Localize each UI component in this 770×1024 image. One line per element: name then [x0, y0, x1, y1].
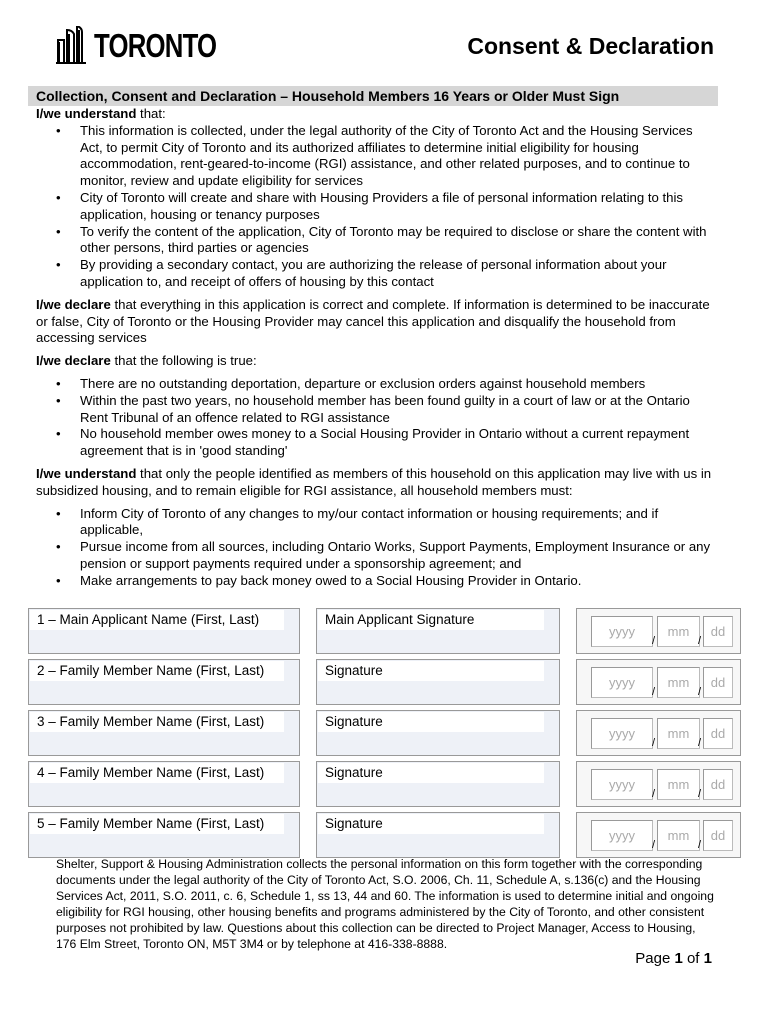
declare-heading: I/we declare that the following is true:: [36, 353, 257, 369]
member-name-field[interactable]: [28, 659, 300, 705]
date-field: [576, 761, 741, 807]
list-item: • Inform City of Toronto of any changes to my/our contact information or housing requirements; and if applicable,: [36, 506, 716, 540]
date-field: [576, 710, 741, 756]
date-separator: /: [652, 839, 656, 851]
day-input[interactable]: dd: [703, 718, 733, 749]
list-item: • To verify the content of the application, City of Toronto may be required to disclose or share the content with other persons, third parties or agencies: [36, 224, 716, 258]
signature-row: [28, 710, 741, 756]
date-field: [576, 812, 741, 858]
list-item: • This information is collected, under the legal authority of the City of Toronto Act and the Housing Services Act, to permit City of Toronto and its authorized affiliates to determine initial eligibility for housing accommodation, rent-geared-to-income (RGI) assistance, and other related purposes, and to continue to monitor, review and update eligibility for services: [36, 123, 716, 190]
name-label: 3 – Family Member Name (First, Last): [30, 712, 284, 732]
month-input[interactable]: mm: [657, 769, 700, 800]
day-input[interactable]: dd: [703, 616, 733, 647]
list-item: • No household member owes money to a Social Housing Provider in Ontario without a current repayment agreement that is in 'good standing': [36, 426, 716, 460]
signature-label: Main Applicant Signature: [318, 610, 544, 630]
logo-text: TORONTO: [94, 27, 217, 64]
understand-heading: I/we understand that:: [36, 106, 166, 121]
signature-field[interactable]: [316, 608, 560, 654]
name-label: 1 – Main Applicant Name (First, Last): [30, 610, 284, 630]
name-label: 2 – Family Member Name (First, Last): [30, 661, 284, 681]
member-name-field[interactable]: [28, 761, 300, 807]
date-field: [576, 608, 741, 654]
list-item: • There are no outstanding deportation, departure or exclusion orders against household members: [36, 376, 716, 393]
signature-label: Signature: [318, 814, 544, 834]
date-separator: /: [652, 788, 656, 800]
date-separator: /: [698, 686, 702, 698]
date-field: [576, 659, 741, 705]
signature-row: [28, 659, 741, 705]
toronto-logo: [56, 26, 251, 64]
name-label: 5 – Family Member Name (First, Last): [30, 814, 284, 834]
signature-field[interactable]: [316, 710, 560, 756]
understand-list: [36, 123, 716, 291]
city-hall-icon: [56, 26, 90, 64]
month-input[interactable]: mm: [657, 820, 700, 851]
list-item: • City of Toronto will create and share with Housing Providers a file of personal information relating to this application, housing or tenancy purposes: [36, 190, 716, 224]
signature-row: [28, 761, 741, 807]
date-separator: /: [698, 737, 702, 749]
day-input[interactable]: dd: [703, 820, 733, 851]
list-item: • By providing a secondary contact, you are authorizing the release of personal information about your application to, and receipt of offers of housing by this contact: [36, 257, 716, 291]
date-separator: /: [652, 635, 656, 647]
list-item: • Make arrangements to pay back money owed to a Social Housing Provider in Ontario.: [36, 573, 716, 590]
page-title: Consent & Declaration: [467, 33, 714, 59]
signature-field[interactable]: [316, 659, 560, 705]
section-title: Collection, Consent and Declaration – Household Members 16 Years or Older Must Sign: [28, 86, 718, 106]
date-separator: /: [698, 635, 702, 647]
signature-row: [28, 608, 741, 654]
date-separator: /: [652, 737, 656, 749]
year-input[interactable]: yyyy: [591, 718, 653, 749]
day-input[interactable]: dd: [703, 769, 733, 800]
understand2-paragraph: I/we understand that only the people identified as members of this household on this application may live with us in subsidized housing, and to remain eligible for RGI assistance, all household members must:: [36, 465, 712, 498]
date-separator: /: [698, 839, 702, 851]
year-input[interactable]: yyyy: [591, 616, 653, 647]
consent-text: [36, 106, 716, 590]
date-separator: /: [698, 788, 702, 800]
list-item: • Pursue income from all sources, including Ontario Works, Support Payments, Employment Insurance or any pension or support payments required under a sponsorship agreement; and: [36, 539, 716, 573]
signature-label: Signature: [318, 712, 544, 732]
month-input[interactable]: mm: [657, 718, 700, 749]
page-number: Page 1 of 1: [635, 950, 712, 967]
day-input[interactable]: dd: [703, 667, 733, 698]
signature-label: Signature: [318, 661, 544, 681]
signature-field[interactable]: [316, 761, 560, 807]
date-separator: /: [652, 686, 656, 698]
privacy-notice: Shelter, Support & Housing Administration collects the personal information on this form together with the corresponding documents under the legal authority of the City of Toronto Act, S.O. 2006, Ch. 11, Schedule A, s.136(c) and the Housing Services Act, 2011, S.O. 2011, c. 6, Schedule 1, ss 13, 44 and 60. The information is used to determine initial and ongoing eligibility for RGI housing, other housing benefits and programs administered by the City of Toronto, and other consistent purposes not prohibited by law. Questions about this collection can be directed to Project Manager, Access to Housing, 176 Elm Street, Toronto ON, M5T 3M4 or by telephone at 416-338-8888.: [56, 857, 714, 951]
year-input[interactable]: yyyy: [591, 769, 653, 800]
member-name-field[interactable]: [28, 812, 300, 858]
list-item: • Within the past two years, no household member has been found guilty in a court of law or at the Ontario Rent Tribunal of an offence related to RGI assistance: [36, 393, 716, 427]
name-label: 4 – Family Member Name (First, Last): [30, 763, 284, 783]
member-name-field[interactable]: [28, 608, 300, 654]
declare-list: [36, 376, 716, 460]
obligations-list: [36, 506, 716, 590]
signature-field[interactable]: [316, 812, 560, 858]
member-name-field[interactable]: [28, 710, 300, 756]
year-input[interactable]: yyyy: [591, 667, 653, 698]
month-input[interactable]: mm: [657, 616, 700, 647]
month-input[interactable]: mm: [657, 667, 700, 698]
declare-paragraph: I/we declare that everything in this application is correct and complete. If information is determined to be inaccurate or false, City of Toronto or the Housing Provider may cancel this application and disqualify the household from accessing services: [36, 296, 710, 346]
signature-row: [28, 812, 741, 858]
year-input[interactable]: yyyy: [591, 820, 653, 851]
signature-label: Signature: [318, 763, 544, 783]
